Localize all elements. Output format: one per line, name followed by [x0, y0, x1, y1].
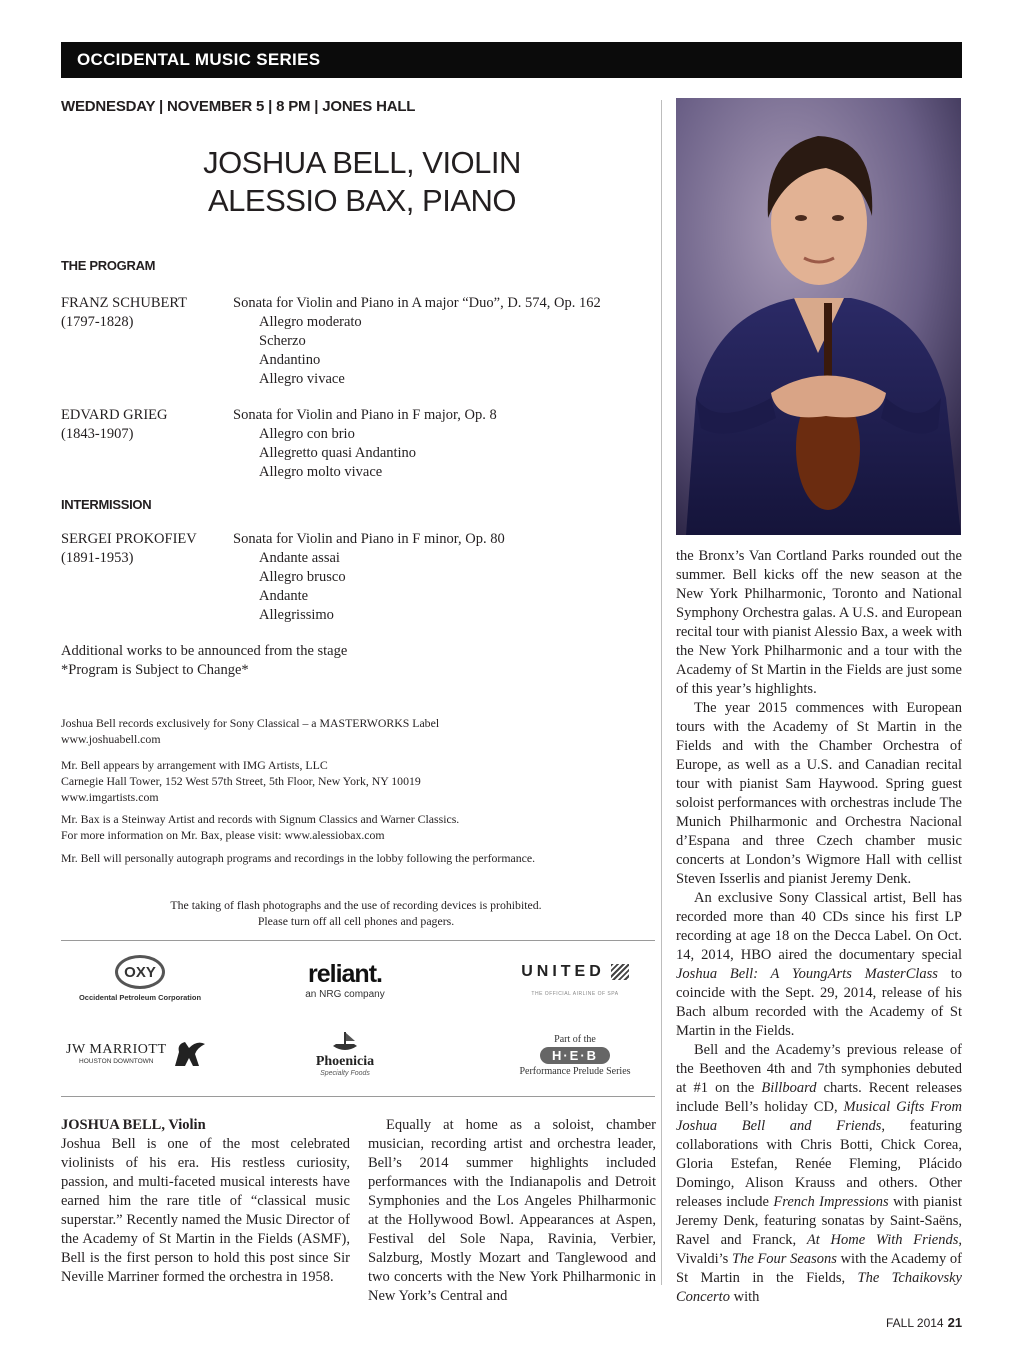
movement: Allegro con brio: [259, 426, 355, 442]
movement: Andante assai: [259, 550, 340, 566]
program-item: [61, 294, 651, 394]
composer-dates: (1797-1828): [61, 314, 134, 330]
fine-print-line: Mr. Bax is a Steinway Artist and records with Signum Classics and Warner Classics.: [61, 812, 460, 826]
movement: Scherzo: [259, 333, 306, 349]
program-item: [61, 530, 651, 630]
note-line: Additional works to be announced from the stage: [61, 643, 348, 659]
device-notice: [61, 897, 651, 929]
movement: Andante: [259, 588, 309, 604]
fine-print-line: Mr. Bell will personally autograph programs and recordings in the lobby following the performance.: [61, 851, 536, 865]
heb-mark: H·E·B: [540, 1047, 610, 1064]
fine-print-line: For more information on Mr. Bax, please visit: www.alessiobax.com: [61, 828, 385, 842]
bio-column-1: [61, 1116, 350, 1287]
note-line: *Program is Subject to Change*: [61, 662, 249, 678]
bio-heading: JOSHUA BELL, Violin: [61, 1117, 206, 1133]
marriott-logo: [66, 1038, 226, 1068]
fine-print-link: www.imgartists.com: [61, 790, 159, 804]
event-date-line: WEDNESDAY | NOVEMBER 5 | 8 PM | JONES HALL: [61, 98, 416, 115]
reliant-logo: [290, 960, 400, 1000]
reliant-mark: reliant.: [308, 960, 382, 988]
program-notes: [61, 642, 347, 680]
oxy-logo: [70, 955, 210, 1002]
concert-title: [152, 144, 572, 220]
column-divider: [661, 100, 662, 1285]
marriott-mark: JW MARRIOTT: [66, 1041, 167, 1057]
program-item: [61, 406, 651, 486]
fine-print-line: Carnegie Hall Tower, 152 West 57th Street, 5th Floor, New York, NY 10019: [61, 774, 421, 788]
page-folio: [886, 1315, 962, 1330]
sponsor-divider-bottom: [61, 1096, 655, 1097]
bio-column-3: [676, 547, 962, 1307]
heb-pre: Part of the: [554, 1034, 596, 1045]
phoenicia-logo: [300, 1030, 390, 1077]
movement: Allegro molto vivace: [259, 464, 383, 480]
phoenicia-ship-icon: [330, 1030, 360, 1054]
bio-paragraph: An exclusive Sony Classical artist, Bell has recorded more than 40 CDs since his first LP recording at age 18 on the Decca Label. On Oct. 14, 2014, HBO aired the documentary special Joshua Bell: A YoungArts MasterClass to coincide with the Sept. 29, 2014, release of his Bach album recorded with the Academy of St Martin in the Fields.: [676, 890, 962, 1039]
movement: Allegro vivace: [259, 371, 345, 387]
united-mark: UNITED: [521, 963, 605, 980]
bio-paragraph: Bell and the Academy’s previous release of the Beethoven 4th and 7th symphonies debuted at #1 on the Billboard charts. Recent releases include Bell’s holiday CD, Musical Gifts From Joshua Bell and Friends, featuring collaborations with Chris Botti, Chick Corea, Gloria Estefan, Renée Fleming, Plácido Domingo, Alison Krauss and others. Other releases include French Impressions with pianist Jeremy Denk, featuring sonatas by Saint-Saëns, Ravel and Franck, At Home With Friends, Vivaldi’s The Four Seasons with the Academy of St Martin in the Fields, The Tchaikovsky Concerto with: [676, 1042, 962, 1305]
movement: Allegro brusco: [259, 569, 346, 585]
page-number: 21: [947, 1315, 963, 1330]
bio-paragraph: Joshua Bell is one of the most celebrated violinists of his era. His restless curiosity, passion, and multi-faceted musical interests have earned him the rare title of “classical music superstar.” Recently named the Music Director of the Academy of St Martin in the Fields (ASMF), Bell is the first person to hold this post since Sir Neville Marriner formed the orchestra in 1958.: [61, 1136, 350, 1285]
title-line-2: ALESSIO BAX, PIANO: [207, 183, 516, 218]
intermission-heading: INTERMISSION: [61, 497, 152, 512]
movement: Allegrissimo: [259, 607, 334, 623]
series-banner: OCCIDENTAL MUSIC SERIES: [61, 42, 962, 78]
sponsor-divider-top: [61, 940, 655, 941]
movement: Andantino: [259, 352, 321, 368]
fine-print-line: Joshua Bell records exclusively for Sony Classical – a MASTERWORKS Label: [61, 716, 440, 730]
griffin-icon: [171, 1038, 207, 1068]
bio-paragraph: Equally at home as a soloist, chamber musician, recording artist and orchestra leader, Bell’s 2014 summer highlights included performances with the Indianapolis and Detroit Symphonies and the Los Angeles Philharmonic at the Hollywood Bowl. Appearances at Aspen, Festival del Sole Napa, Ravinia, Verbier, Salzburg, Mostly Mozart and Tanglewood and two concerts with the New York Philharmonic in New York’s Central and: [368, 1117, 656, 1304]
heb-logo: [510, 1034, 640, 1077]
composer-dates: (1843-1907): [61, 426, 134, 442]
movement: Allegretto quasi Andantino: [259, 445, 417, 461]
marriott-sub: HOUSTON DOWNTOWN: [79, 1057, 154, 1065]
bio-paragraph: the Bronx’s Van Cortland Parks rounded out the summer. Bell kicks off the new season at the New York Philharmonic, Toronto and National Symphony Orchestra galas. A U.S. and European recital tour with pianist Alessio Bax, a week with the New York Philharmonic and a tour with the Academy of St Martin in the Fields are just some of this year’s highlights.: [676, 548, 962, 697]
program-heading: THE PROGRAM: [61, 258, 156, 273]
heb-sub: Performance Prelude Series: [519, 1066, 631, 1077]
fine-print-link: www.joshuabell.com: [61, 732, 161, 746]
movement: Allegro moderato: [259, 314, 362, 330]
notice-line: The taking of flash photographs and the use of recording devices is prohibited.: [170, 898, 542, 912]
composer-dates: (1891-1953): [61, 550, 134, 566]
fine-print-autograph: [61, 850, 641, 866]
reliant-sub: an NRG company: [305, 989, 385, 1000]
united-globe-icon: [611, 964, 629, 980]
united-sub: THE OFFICIAL AIRLINE OF SPA: [531, 991, 619, 997]
artist-photo: [676, 98, 961, 535]
work-title: Sonata for Violin and Piano in A major “Duo”, D. 574, Op. 162: [233, 295, 601, 311]
composer-name: FRANZ SCHUBERT: [61, 295, 188, 311]
oxy-mark: OXY: [115, 955, 165, 989]
fine-print-sony: [61, 715, 641, 747]
fine-print-img: [61, 757, 641, 805]
bio-column-2: [368, 1116, 656, 1306]
oxy-name: Occidental Petroleum Corporation: [78, 993, 202, 1002]
title-line-1: JOSHUA BELL, VIOLIN: [203, 145, 521, 180]
united-logo: [510, 963, 640, 997]
work-title: Sonata for Violin and Piano in F minor, Op. 80: [233, 531, 505, 547]
fine-print-bax: [61, 811, 641, 843]
phoenicia-mark: Phoenicia: [315, 1054, 375, 1069]
composer-name: EDVARD GRIEG: [61, 407, 168, 423]
phoenicia-sub: Specialty Foods: [320, 1070, 370, 1077]
folio-season: FALL 2014: [886, 1316, 944, 1330]
composer-name: SERGEI PROKOFIEV: [61, 531, 197, 547]
bio-paragraph: The year 2015 commences with European tours with the Academy of St Martin in the Fields and with the Chamber Orchestra of Europe, as well as a U.S. and Canadian recital tour with pianist Sam Haywood. Spring guest soloist performances with orchestras include The Munich Philharmonic and Orchestra Nacional d’Espana and three Czech chamber music concerts at London’s Wigmore Hall with cellist Steven Isserlis and pianist Jeremy Denk.: [676, 700, 962, 887]
work-title: Sonata for Violin and Piano in F major, Op. 8: [233, 407, 497, 423]
notice-line: Please turn off all cell phones and pagers.: [257, 914, 455, 928]
fine-print-line: Mr. Bell appears by arrangement with IMG Artists, LLC: [61, 758, 328, 772]
